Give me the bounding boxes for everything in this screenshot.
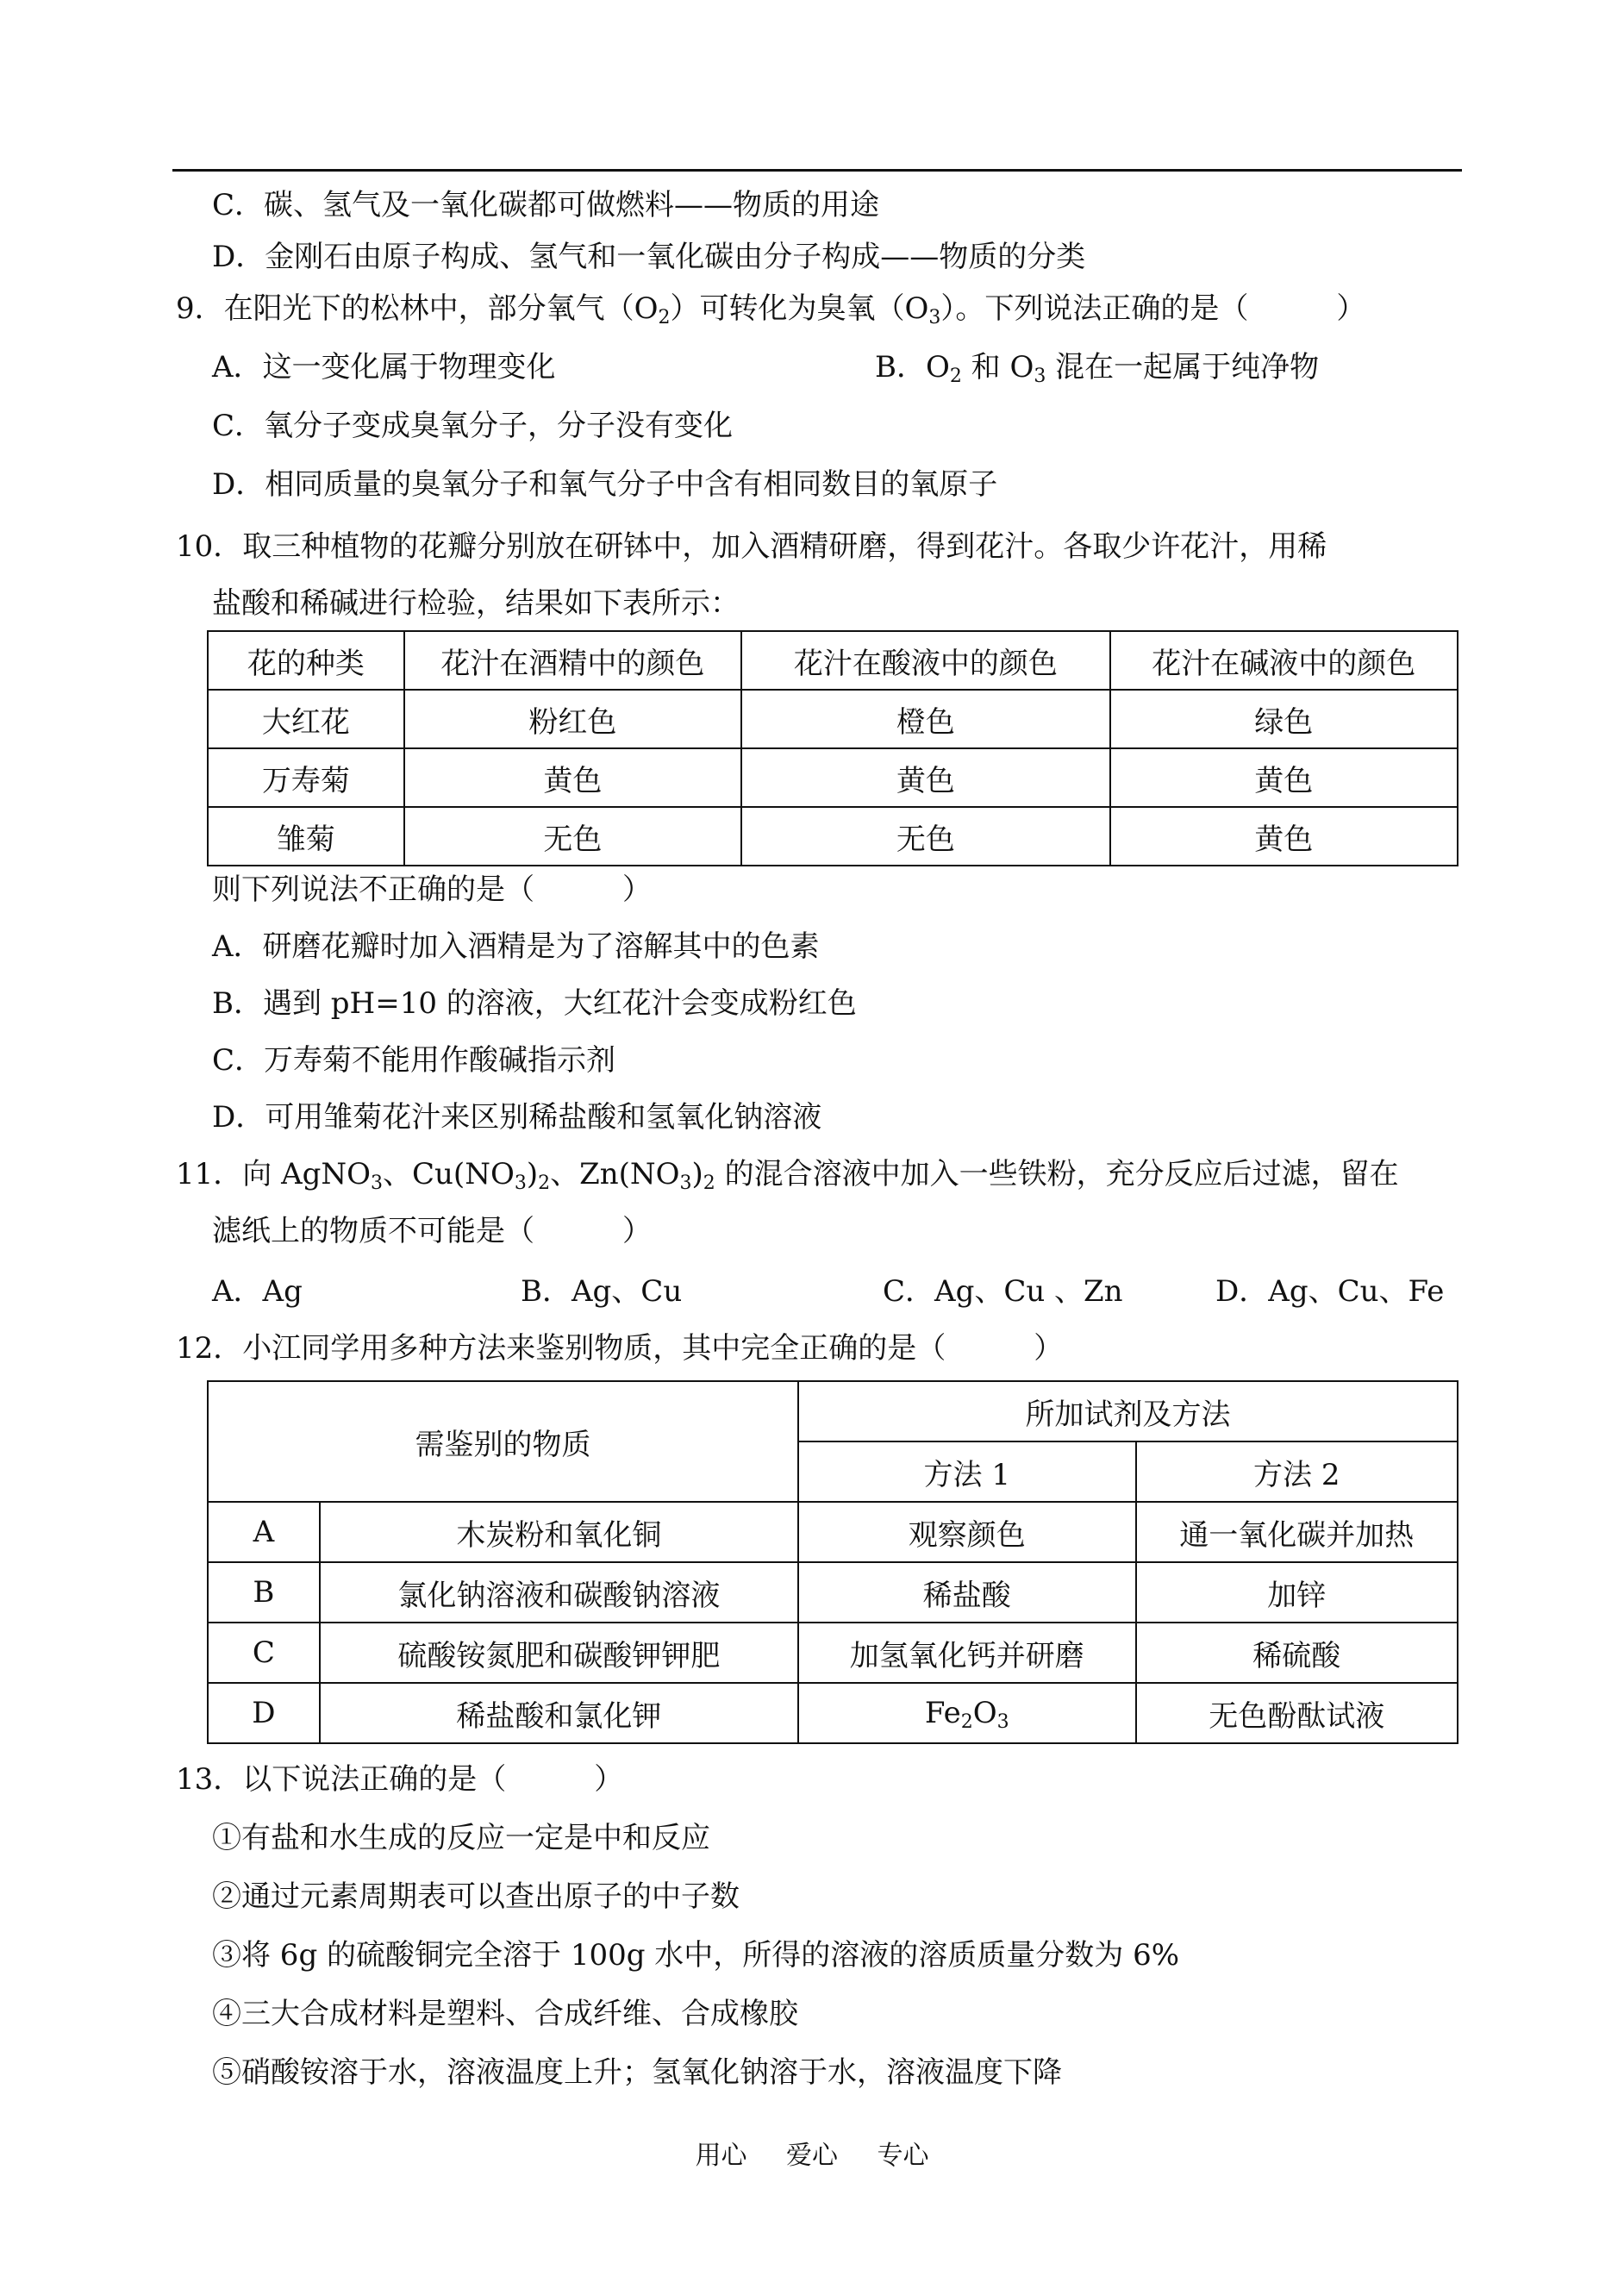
table-cell: 大红花 bbox=[208, 690, 404, 748]
q11-stem-line2: 滤纸上的物质不可能是（ ） bbox=[212, 1214, 652, 1248]
table-cell: 稀盐酸和氯化钾 bbox=[320, 1683, 798, 1743]
identification-table bbox=[207, 1380, 1458, 1744]
q9-option-b: B．$O_2$ 和 $O_3$ 混在一起属于纯净物 bbox=[875, 350, 1320, 387]
header-rule bbox=[172, 169, 1462, 172]
table-cell: 黄色 bbox=[1110, 807, 1458, 866]
table-row bbox=[208, 1502, 1458, 1562]
table-cell: 氯化钠溶液和碳酸钠溶液 bbox=[320, 1562, 798, 1623]
q11-option-d: D．Ag、Cu、Fe bbox=[1215, 1274, 1445, 1309]
table-cell: 无色 bbox=[404, 807, 741, 866]
table-cell: 绿色 bbox=[1110, 690, 1458, 748]
header-method-1: 方法 1 bbox=[798, 1441, 1136, 1502]
q9-option-a: A．这一变化属于物理变化 bbox=[212, 350, 556, 385]
header-substance: 需鉴别的物质 bbox=[208, 1381, 798, 1502]
table-cell: 粉红色 bbox=[404, 690, 741, 748]
q9-stem: 9．在阳光下的松林中，部分氧气$(O_2)$可转化为臭氧$(O_3)$。下列说法正确的是（ ） bbox=[176, 291, 1366, 328]
table-cell: 黄色 bbox=[741, 748, 1109, 807]
q10-option-d: D．可用雏菊花汁来区别稀盐酸和氢氧化钠溶液 bbox=[212, 1100, 822, 1135]
header-reagent: 所加试剂及方法 bbox=[798, 1381, 1458, 1441]
footer-word: 用心 bbox=[695, 2141, 747, 2171]
table-row bbox=[208, 1683, 1458, 1743]
row-label: C bbox=[208, 1623, 320, 1683]
q13-item-2: ②通过元素周期表可以查出原子的中子数 bbox=[212, 1879, 740, 1914]
table-cell: 黄色 bbox=[404, 748, 741, 807]
q10-stem-line2: 盐酸和稀碱进行检验，结果如下表所示： bbox=[212, 586, 740, 621]
q11-option-a: A．Ag bbox=[212, 1274, 303, 1309]
header-method-2: 方法 2 bbox=[1136, 1441, 1458, 1502]
q10-question: 则下列说法不正确的是（ ） bbox=[212, 872, 652, 907]
table-cell: 加锌 bbox=[1136, 1562, 1458, 1623]
q11-option-c: C．Ag、Cu 、Zn bbox=[883, 1274, 1123, 1309]
q10-stem-line1: 10．取三种植物的花瓣分别放在研钵中，加入酒精研磨，得到花汁。各取少许花汁，用稀 bbox=[176, 529, 1327, 564]
q10-option-c: C．万寿菊不能用作酸碱指示剂 bbox=[212, 1043, 616, 1078]
q8-option-c: C．碳、氢气及一氧化碳都可做燃料——物质的用途 bbox=[212, 188, 880, 222]
table-cell: 无色酚酞试液 bbox=[1136, 1683, 1458, 1743]
q13-item-5: ⑤硝酸铵溶于水，溶液温度上升；氢氧化钠溶于水，溶液温度下降 bbox=[212, 2055, 1062, 2090]
table-cell: $Fe_2O_3$ bbox=[798, 1683, 1136, 1743]
table-cell: 观察颜色 bbox=[798, 1502, 1136, 1562]
q13-item-1: ①有盐和水生成的反应一定是中和反应 bbox=[212, 1821, 710, 1855]
row-label: B bbox=[208, 1562, 320, 1623]
q10-option-a: A．研磨花瓣时加入酒精是为了溶解其中的色素 bbox=[212, 929, 820, 964]
table-cell: 橙色 bbox=[741, 690, 1109, 748]
table-header: 花汁在酸液中的颜色 bbox=[741, 631, 1109, 690]
table-row bbox=[208, 1623, 1458, 1683]
table-cell: 黄色 bbox=[1110, 748, 1458, 807]
q12-stem: 12．小江同学用多种方法来鉴别物质，其中完全正确的是（ ） bbox=[176, 1331, 1064, 1366]
table-cell: 万寿菊 bbox=[208, 748, 404, 807]
q13-stem: 13．以下说法正确的是（ ） bbox=[176, 1762, 624, 1797]
table-row bbox=[208, 1562, 1458, 1623]
table-header-row bbox=[208, 1381, 1458, 1441]
q8-option-d: D．金刚石由原子构成、氢气和一氧化碳由分子构成——物质的分类 bbox=[212, 240, 1086, 274]
footer-word: 专心 bbox=[877, 2141, 929, 2171]
row-label: A bbox=[208, 1502, 320, 1562]
q13-item-3: ③将 6g 的硫酸铜完全溶于 100g 水中，所得的溶液的溶质质量分数为 6% bbox=[212, 1938, 1180, 1973]
table-cell: 稀盐酸 bbox=[798, 1562, 1136, 1623]
table-row bbox=[208, 690, 1458, 748]
table-cell: 硫酸铵氮肥和碳酸钾钾肥 bbox=[320, 1623, 798, 1683]
q9-option-c: C．氧分子变成臭氧分子，分子没有变化 bbox=[212, 409, 734, 443]
q11-option-b: B．Ag、Cu bbox=[521, 1274, 683, 1309]
table-header: 花汁在酒精中的颜色 bbox=[404, 631, 741, 690]
table-cell: 通一氧化碳并加热 bbox=[1136, 1502, 1458, 1562]
table-cell: 木炭粉和氧化铜 bbox=[320, 1502, 798, 1562]
q10-option-b: B．遇到 pH=10 的溶液，大红花汁会变成粉红色 bbox=[212, 986, 857, 1021]
flower-color-table bbox=[207, 630, 1458, 866]
q9-option-d: D．相同质量的臭氧分子和氧气分子中含有相同数目的氧原子 bbox=[212, 467, 998, 502]
table-cell: 无色 bbox=[741, 807, 1109, 866]
table-cell: 雏菊 bbox=[208, 807, 404, 866]
table-row bbox=[208, 748, 1458, 807]
q11-stem-line1: 11．向 AgNO$_3$、$Cu(NO_3)_2$、$Zn(NO_3)_2$ 的混合溶液中加入一些铁粉，充分反应后过滤，留在 bbox=[176, 1157, 1399, 1194]
table-header: 花的种类 bbox=[208, 631, 404, 690]
table-cell: 加氢氧化钙并研磨 bbox=[798, 1623, 1136, 1683]
page-footer bbox=[0, 2134, 1624, 2172]
row-label: D bbox=[208, 1683, 320, 1743]
table-row bbox=[208, 807, 1458, 866]
table-cell: 稀硫酸 bbox=[1136, 1623, 1458, 1683]
table-header-row bbox=[208, 631, 1458, 690]
q13-item-4: ④三大合成材料是塑料、合成纤维、合成橡胶 bbox=[212, 1997, 798, 2031]
table-header: 花汁在碱液中的颜色 bbox=[1110, 631, 1458, 690]
footer-word: 爱心 bbox=[786, 2141, 838, 2171]
